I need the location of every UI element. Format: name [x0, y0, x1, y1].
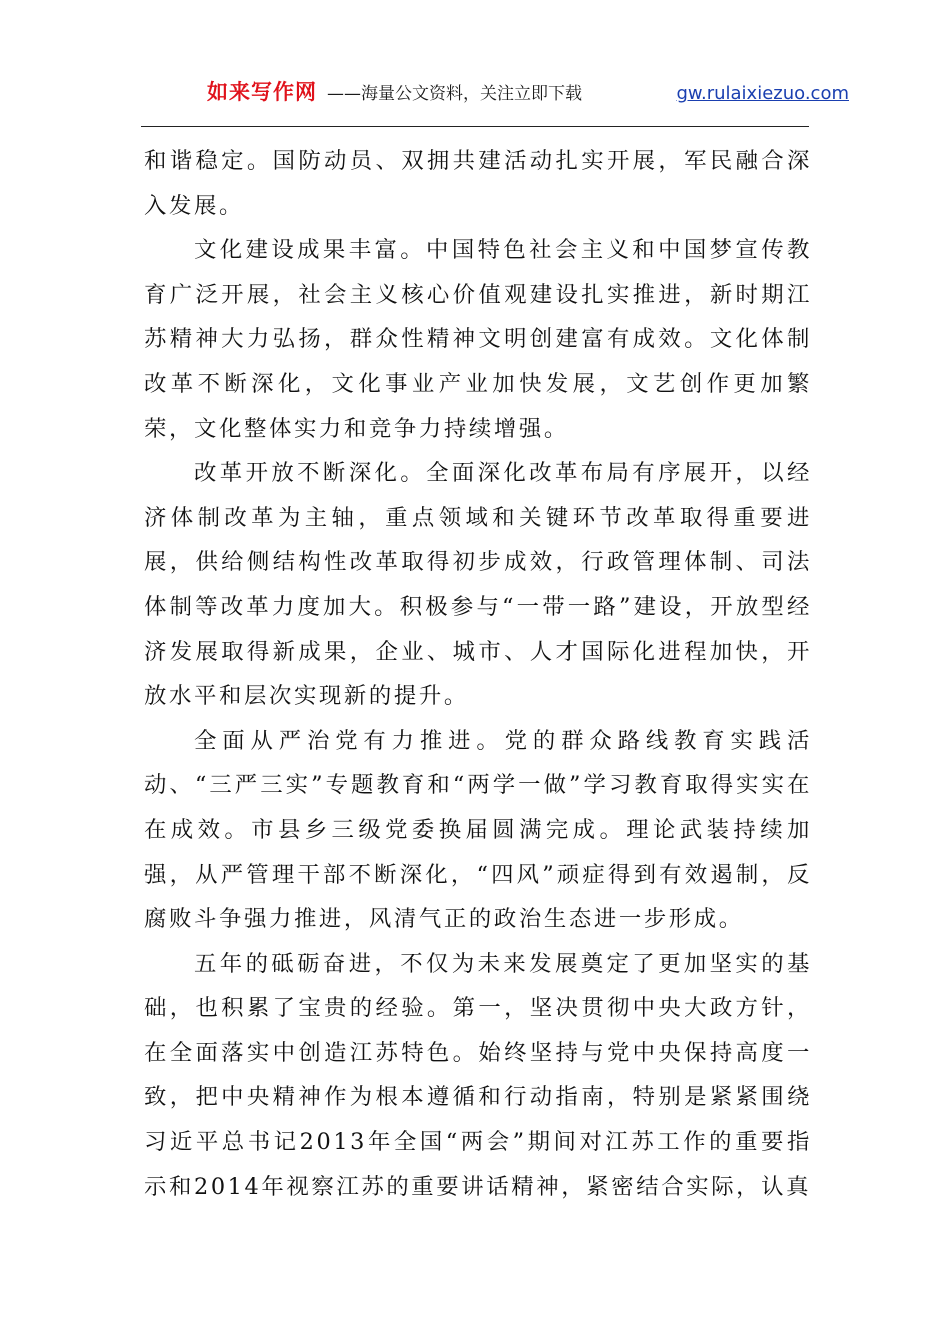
paragraph-party: 全面从严治党有力推进。党的群众路线教育实践活动、“三严三实”专题教育和“两学一做”学习教育取得实实在在成效。市县乡三级党委换届圆满完成。理论武装持续加强，从严管理干部不断深化，“四风”顽症得到有效遏制，反腐败斗争强力推进，风清气正的政治生态进一步形成。 — [144, 727, 812, 933]
paragraph-continuation: 和谐稳定。国防动员、双拥共建活动扎实开展，军民融合深入发展。 — [144, 148, 812, 219]
header-divider — [141, 126, 809, 127]
site-link[interactable]: gw.rulaixiezuo.com — [676, 83, 849, 104]
paragraph-reform: 改革开放不断深化。全面深化改革布局有序展开，以经济体制改革为主轴，重点领域和关键环节改革取得重要进展，供给侧结构性改革取得初步成效，行政管理体制、司法体制等改革力度加大。积极参与“一带一路”建设，开放型经济发展取得新成果，企业、城市、人才国际化进程加快，开放水平和层次实现新的提升。 — [144, 460, 812, 710]
brand-name: 如来写作网 — [207, 80, 317, 104]
paragraph-experience: 五年的砥砺奋进，不仅为未来发展奠定了更加坚实的基础，也积累了宝贵的经验。第一，坚决贯彻中央大政方针，在全面落实中创造江苏特色。始终坚持与党中央保持高度一致，把中央精神作为根本遵循和行动指南，特别是紧紧围绕习近平总书记2013年全国“两会”期间对江苏工作的重要指示和2014年视察江苏的重要讲话精神，紧密结合实际，认真 — [144, 950, 812, 1200]
paragraph-culture: 文化建设成果丰富。中国特色社会主义和中国梦宣传教育广泛开展，社会主义核心价值观建设扎实推进，新时期江苏精神大力弘扬，群众性精神文明创建富有成效。文化体制改革不断深化，文化事业产业加快发展，文艺创作更加繁荣，文化整体实力和竞争力持续增强。 — [144, 237, 812, 442]
document-body — [144, 139, 812, 1209]
page-header — [207, 76, 857, 110]
header-slogan: ——海量公文资料，关注立即下载 — [327, 84, 582, 104]
